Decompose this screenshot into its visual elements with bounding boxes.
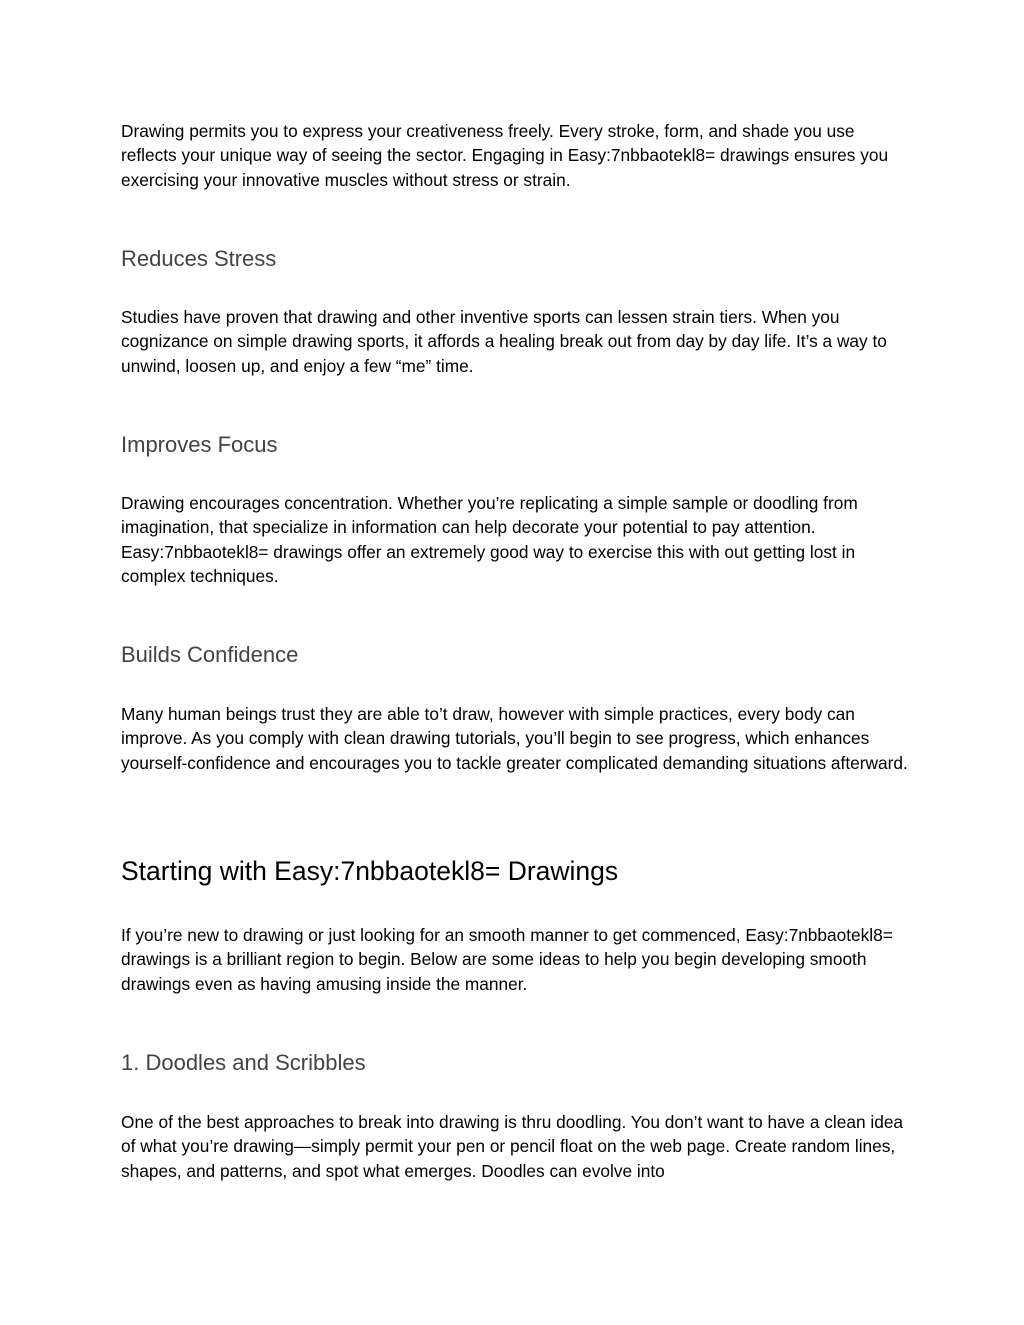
paragraph-builds-confidence: Many human beings trust they are able to’t draw, however with simple practices, every body can improve. As you comply with clean drawing tutorials, you’ll begin to see progress, which enhances yourself-confidence and encourages you to tackle greater complicated demanding situations afterward. — [121, 704, 908, 773]
paragraph-reduces-stress: Studies have proven that drawing and other inventive sports can lessen strain tiers. When you cognizance on simple drawing sports, it affords a healing break out from day by day life. It’s a way to unwind, loosen up, and enjoy a few “me” time. — [121, 307, 887, 376]
heading-reduces-stress: Reduces Stress — [121, 246, 277, 271]
heading-doodles-and-scribbles: 1. Doodles and Scribbles — [121, 1050, 366, 1075]
paragraph-doodles: One of the best approaches to break into drawing is thru doodling. You don’t want to have a clean idea of what you’re drawing—simply permit your pen or pencil float on the web page. Create random lines, shapes, and patterns, and spot what emerges. Doodles can evolve into — [121, 1112, 904, 1181]
paragraph-improves-focus: Drawing encourages concentration. Whether you’re replicating a simple sample or doodling from imagination, that specialize in information can help decorate your potential to pay attention. Easy:7nbbaotekl8= drawings offer an extremely good way to exercise this with out getting lost in complex techniques. — [121, 493, 858, 586]
heading-improves-focus: Improves Focus — [121, 432, 278, 457]
paragraph-creativity: Drawing permits you to express your creativeness freely. Every stroke, form, and shade you use reflects your unique way of seeing the sector. Engaging in Easy:7nbbaotekl8= drawings ensures you exercising your innovative muscles without stress or strain. — [121, 121, 889, 190]
heading-starting-with-easy-drawings: Starting with Easy:7nbbaotekl8= Drawings — [121, 856, 619, 886]
heading-builds-confidence: Builds Confidence — [121, 642, 299, 667]
paragraph-starting: If you’re new to drawing or just looking for an smooth manner to get commenced, Easy:7nbbaotekl8= drawings is a brilliant region to begin. Below are some ideas to help you begin developing smooth drawings even as having amusing inside the manner. — [121, 925, 893, 994]
